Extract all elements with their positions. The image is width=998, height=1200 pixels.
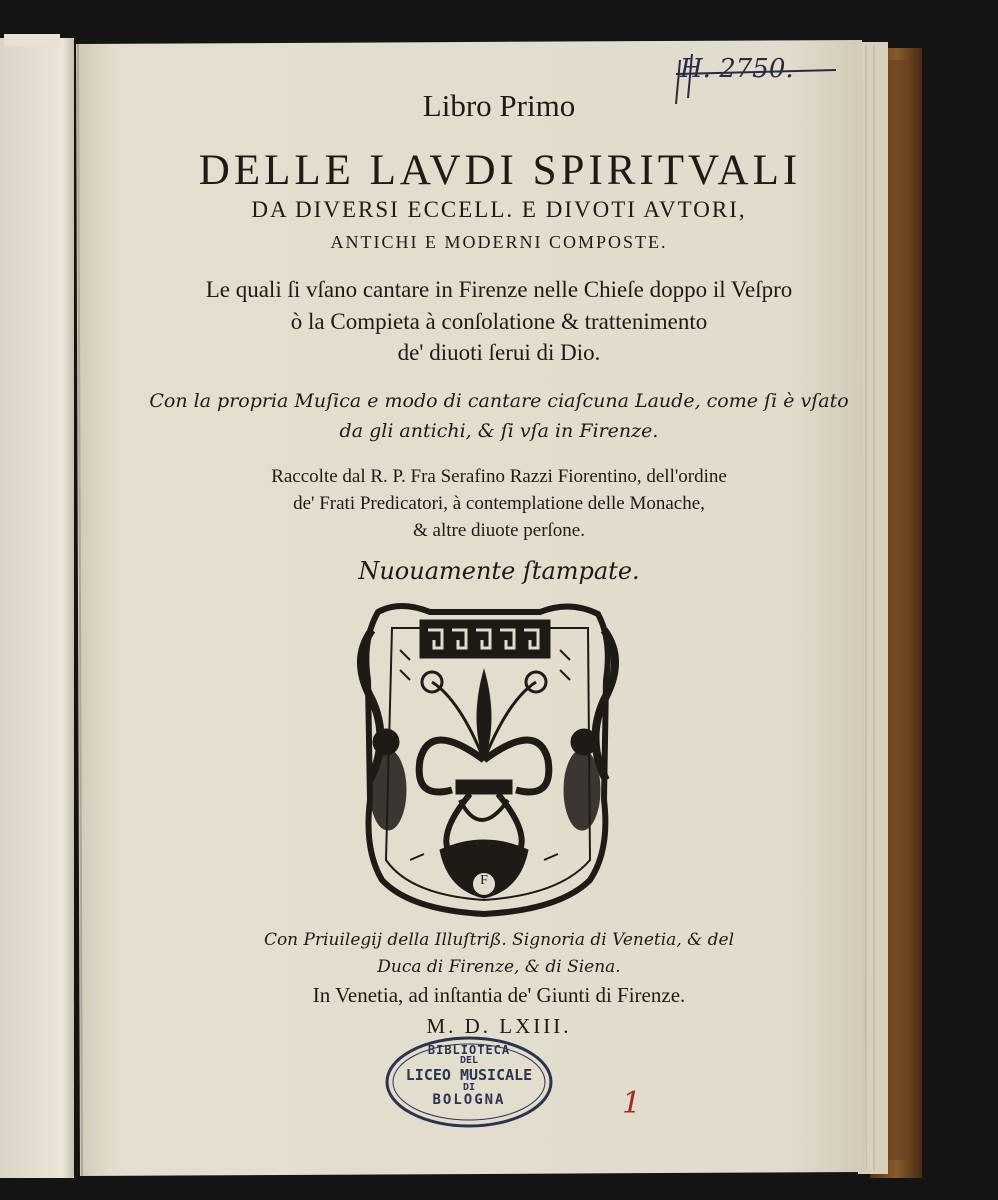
stamp-line-4: DI — [462, 1082, 476, 1093]
paragraph-3-line-2: de' Frati Predicatori, à contemplatione delle Monache, — [293, 493, 705, 514]
year-line: M. D. LXIII. — [426, 1014, 572, 1038]
nuouamente-stampate: Nuouamente ſtampate. — [358, 557, 640, 585]
shelfmark-annotation: H. 2750. — [680, 54, 794, 84]
imprint-line: In Venetia, ad inſtantia de' Giunti di Firenze. — [312, 983, 686, 1007]
paragraph-3-line-3: & altre diuote perſone. — [413, 520, 585, 541]
stamp-line-3: LICEO MUSICALE — [405, 1066, 533, 1084]
privilege-line-1: Con Priuilegij della Illuſtriß. Signoria di Venetia, & del — [263, 930, 735, 950]
stamp-line-2: DEL — [459, 1055, 479, 1066]
paragraph-1-line-1: Le quali ſi vſano cantare in Firenze nelle Chieſe doppo il Veſpro — [205, 277, 793, 302]
left-page-edge — [4, 34, 60, 46]
paragraph-1-line-2: ò la Compieta à conſolatione & trattenimento — [290, 309, 708, 334]
title-line-libro-primo: Libro Primo — [422, 88, 576, 123]
privilege-line-2: Duca di Firenze, & di Siena. — [377, 957, 621, 977]
title-line-laudi: DELLE LAVDI SPIRITVALI — [198, 147, 802, 194]
title-line-antichi: ANTICHI E MODERNI COMPOSTE. — [330, 232, 668, 252]
title-line-diversi: DA DIVERSI ECCELL. E DIVOTI AVTORI, — [251, 197, 747, 222]
paragraph-2-line-1: Con la propria Muſica e modo di cantare ciaſcuna Laude, come ſi è vſato — [149, 390, 849, 412]
stamp-line-5: BOLOGNA — [432, 1092, 506, 1108]
paragraph-3-line-1: Raccolte dal R. P. Fra Serafino Razzi Fiorentino, dell'ordine — [271, 466, 727, 487]
stamp-text — [388, 1044, 550, 1107]
paragraph-2-line-2: da gli antichi, & ſi vſa in Firenze. — [339, 420, 659, 442]
stamp-line-1: BIBLIOTECA — [427, 1043, 511, 1057]
page-number-annotation: 1 — [622, 1086, 642, 1121]
device-letter: F — [480, 873, 488, 888]
paragraph-1-line-3: de' diuoti ſerui di Dio. — [397, 340, 601, 365]
